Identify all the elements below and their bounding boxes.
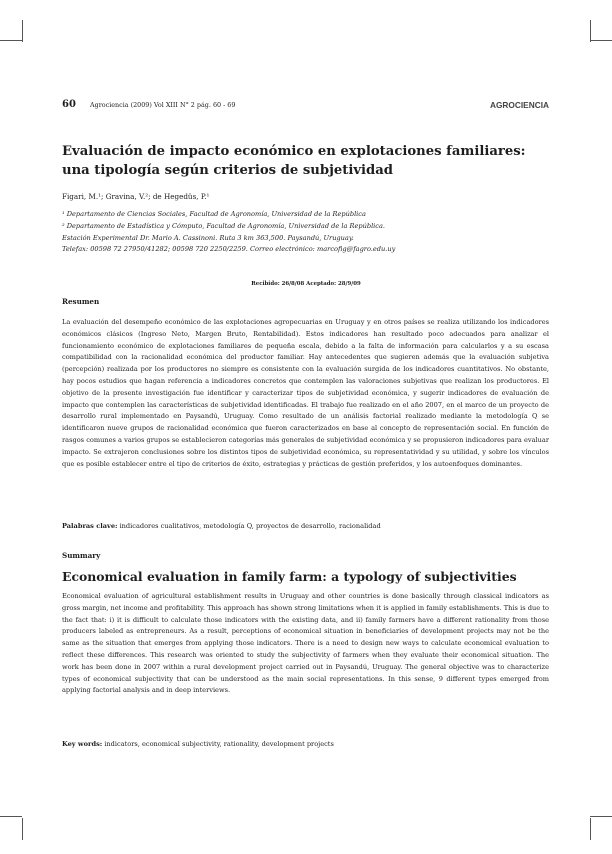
affiliation-line: Estación Experimental Dr. Mario A. Cassinoni. Ruta 3 km 363,500. Paysandú, Uruguay.: [62, 233, 354, 242]
running-title: Agrociencia (2009) Vol XIII N° 2 pág. 60 - 69: [90, 101, 236, 109]
affiliations: [62, 209, 552, 256]
crop-mark: [590, 816, 612, 817]
summary-title: Economical evaluation in family farm: a typology of subjectivities: [62, 569, 517, 584]
crop-mark: [22, 818, 23, 840]
crop-mark: [22, 20, 23, 42]
palabras-clave: [62, 522, 549, 530]
summary-text: Economical evaluation of agricultural establishment results in Uruguay and other countries is done basically through classical indicators as gross margin, net income and profitability. This approach has shown strong limitations when it is applied in family establishments. This is due to the fact that: i) it is difficult to calculate those indicators with the existing data, and ii) family farmers have a different rationality from those producers labeled as entrepreneurs. As a result, perceptions of economical situation in beneficiaries of development projects may not be the same as the situation that emerges from applying those indicators. There is a need to design new ways to calculate economical evaluation to reflect these differences. This research was oriented to study the subjectivity of farmers when they evaluate their economical situation. The work has been done in 2007 within a rural development project carried out in Paysandú, Uruguay. The general objective was to characterize types of economical subjectivity that can be understood as the main social representations. In this sense, 9 different types emerged from applying factorial analysis and in deep interviews.: [62, 592, 549, 695]
affiliation-line: ¹ Departamento de Ciencias Sociales, Facultad de Agronomía, Universidad de la República: [62, 210, 366, 218]
article-title: Evaluación de impacto económico en explotaciones familiares: una tipología según criterios de subjetividad: [62, 144, 526, 178]
journal-brand: AGROCIENCIA: [489, 100, 549, 110]
crop-mark: [590, 40, 612, 41]
affiliation-line: Telefax: 00598 72 27950/41282; 00598 720 2250/2259. Correo electrónico: marcofig@fagro.edu.uy: [62, 245, 396, 254]
palabras-clave-text: indicadores cualitativos, metodología Q, proyectos de desarrollo, racionalidad: [119, 522, 381, 530]
summary-heading: Summary: [62, 551, 101, 560]
received-dates: Recibido: 26/8/08 Aceptado: 28/9/09: [251, 281, 361, 287]
crop-mark: [0, 40, 22, 41]
palabras-clave-label: Palabras clave:: [62, 522, 118, 530]
page-number: 60: [62, 99, 76, 110]
key-words: [62, 740, 549, 748]
crop-mark: [0, 816, 22, 817]
affiliation-line: ² Departamento de Estadística y Cómputo, Facultad de Agronomía, Universidad de la República.: [62, 221, 386, 230]
crop-mark: [590, 20, 591, 42]
crop-mark: [590, 818, 591, 840]
resumen-text: La evaluación del desempeño económico de las explotaciones agropecuarias en Uruguay y en otros países se realiza utilizando los indicadores económicos clásicos (Ingreso Neto, Margen Bruto, Rentabilidad). Estos indicadores han resultado poco adecuados para analizar el funcionamiento económico de explotaciones familiares de pequeña escala, debido a la falta de información para calcularlos y a su escasa compatibilidad con la racionalidad económica del productor familiar. Hay antecedentes que sugieren además que la evaluación subjetiva (percepción) realizada por los productores no siempre es consistente con la evaluación surgida de los indicadores cuantitativos. No obstante, hay pocos estudios que hagan referencia a indicadores concretos que contemplen las valoraciones subjetivas que realizan los productores. El objetivo de la presente investigación fue identificar y caracterizar tipos de subjetividad económica, y sugerir indicadores de evaluación de impacto que contemplen las características de subjetividad identificadas. El trabajo fue realizado en el año 2007, en el marco de un proyecto de desarrollo rural implementado en Paysandú, Uruguay. Como resultado de un análisis factorial realizado mediante la metodología Q se identificaron nueve grupos de racionalidad económica que fueron caracterizados en base al concepto de representación social. En función de rasgos comunes a varios grupos se establecieron categorías más generales de subjetividad económica y se propusieron indicadores para evaluar impacto. Se extrajeron conclusiones sobre los distintos tipos de subjetividad económica, su representatividad y su utilidad, y sobre los vínculos que es posible establecer entre el tipo de criterios de éxito, estrategias y prácticas de gestión preferidos, y los autoenfoques dominantes.: [62, 318, 549, 468]
page-header: [62, 99, 549, 111]
resumen-heading: Resumen: [62, 297, 100, 306]
key-words-label: Key words:: [62, 740, 103, 748]
authors: Figari, M.¹; Gravina, V.²; de Hegedüs, P.¹: [62, 192, 210, 201]
key-words-text: indicators, economical subjectivity, rationality, development projects: [104, 740, 334, 748]
